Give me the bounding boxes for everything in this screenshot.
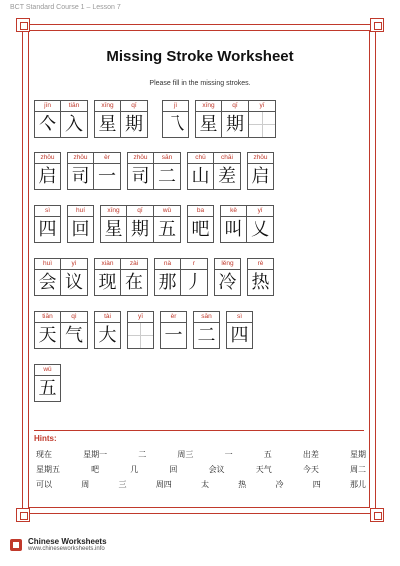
pinyin-label: yì [61, 258, 88, 269]
hint-word: 今天 [302, 465, 319, 474]
pinyin-label: qī [127, 205, 154, 216]
word-item [34, 152, 61, 190]
hint-row [36, 464, 366, 479]
character-box[interactable]: 热 [247, 269, 274, 296]
pinyin-label: qī [222, 100, 249, 111]
word-item [34, 364, 61, 402]
character-box[interactable]: 丿 [181, 269, 208, 296]
word-item [214, 258, 241, 296]
character-box[interactable]: 二 [193, 322, 220, 349]
character-box[interactable]: 山 [187, 163, 214, 190]
footer-brand: Chinese Worksheets [28, 537, 107, 546]
character-box[interactable]: 差 [214, 163, 241, 190]
character-box[interactable]: 五 [34, 375, 61, 402]
pinyin-label: yī [127, 311, 154, 322]
word-item [226, 311, 253, 349]
word-item [247, 152, 274, 190]
character-box[interactable]: 那 [154, 269, 181, 296]
character-box[interactable]: 气 [61, 322, 88, 349]
pinyin-label: yī [249, 100, 276, 111]
corner-ornament-bottom-left [16, 508, 30, 522]
word-item [162, 100, 189, 138]
hints-divider [34, 430, 364, 431]
word-item [247, 258, 274, 296]
pinyin-label: lěng [214, 258, 241, 269]
pinyin-label: zhōu [67, 152, 94, 163]
hint-word: 热 [238, 480, 247, 489]
worksheet-row [34, 205, 280, 243]
character-box[interactable]: 乂 [247, 216, 274, 243]
character-box[interactable]: 二 [154, 163, 181, 190]
logo-icon [10, 539, 22, 551]
hint-word: 周三 [177, 450, 194, 459]
word-item [127, 311, 154, 349]
pinyin-label: zhōu [247, 152, 274, 163]
worksheet-row [34, 258, 280, 296]
word-item [160, 311, 187, 349]
character-box[interactable]: 天 [34, 322, 61, 349]
word-item [34, 205, 61, 243]
corner-ornament-top-right [370, 18, 384, 32]
character-box[interactable]: 冷 [214, 269, 241, 296]
character-box[interactable]: 叫 [220, 216, 247, 243]
pinyin-label: xīng [100, 205, 127, 216]
worksheet-row [34, 364, 67, 402]
pinyin-label: sān [193, 311, 220, 322]
footer-site: www.chineseworksheets.info [28, 546, 105, 552]
hints-list [36, 449, 366, 494]
word-item [94, 100, 148, 138]
character-box[interactable]: 星 [94, 111, 121, 138]
word-item [34, 311, 88, 349]
pinyin-label: èr [160, 311, 187, 322]
hint-word: 可以 [36, 480, 52, 489]
hint-word: 周四 [155, 480, 172, 489]
character-box[interactable]: 期 [222, 111, 249, 138]
pinyin-label: nà [154, 258, 181, 269]
word-item [67, 152, 121, 190]
pinyin-label: wǔ [34, 364, 61, 375]
word-item [187, 205, 214, 243]
pinyin-label: huì [34, 258, 61, 269]
hint-word: 五 [263, 450, 272, 459]
pinyin-label: chāi [214, 152, 241, 163]
hint-word: 星期五 [36, 465, 60, 474]
character-box[interactable]: 会 [34, 269, 61, 296]
character-box[interactable]: 四 [226, 322, 253, 349]
character-box[interactable]: 一 [160, 322, 187, 349]
worksheet-row [34, 311, 259, 349]
character-box[interactable]: 乁 [162, 111, 189, 138]
character-box[interactable]: 大 [94, 322, 121, 349]
word-item [187, 152, 241, 190]
hint-word: 星期一 [83, 450, 108, 459]
word-item [193, 311, 220, 349]
corner-ornament-bottom-right [370, 508, 384, 522]
instructions: Please fill in the missing strokes. [149, 80, 251, 87]
hint-word: 会议 [208, 465, 225, 474]
character-box[interactable]: 星 [100, 216, 127, 243]
hint-word: 周 [81, 480, 90, 489]
character-box[interactable]: 启 [34, 163, 61, 190]
hint-word: 二 [138, 450, 147, 459]
corner-ornament-top-left [16, 18, 30, 32]
character-box[interactable]: 司 [127, 163, 154, 190]
hint-word: 那儿 [350, 480, 366, 489]
pinyin-label: tài [94, 311, 121, 322]
pinyin-label: èr [94, 152, 121, 163]
word-item [67, 205, 94, 243]
hint-word: 一 [224, 450, 233, 459]
pinyin-label: xīng [94, 100, 121, 111]
pinyin-label: zhōu [127, 152, 154, 163]
pinyin-label: zhōu [34, 152, 61, 163]
word-item [34, 100, 88, 138]
pinyin-label: tiān [34, 311, 61, 322]
character-box[interactable]: 亽 [34, 111, 61, 138]
pinyin-label: tiān [61, 100, 88, 111]
hint-word: 出差 [302, 450, 319, 459]
word-item [94, 311, 121, 349]
hint-word: 星期 [349, 450, 366, 459]
pinyin-label: jīn [34, 100, 61, 111]
pinyin-label: jǐ [162, 100, 189, 111]
character-box[interactable]: 司 [67, 163, 94, 190]
character-box[interactable]: 在 [121, 269, 148, 296]
hint-word: 冷 [275, 480, 284, 489]
header-text: BCT Standard Course 1 – Lesson 7 [10, 4, 121, 11]
character-box[interactable]: 期 [121, 111, 148, 138]
character-box[interactable]: 入 [61, 111, 88, 138]
hint-word: 天气 [255, 465, 272, 474]
pinyin-label: qī [121, 100, 148, 111]
word-item [34, 258, 88, 296]
hint-word: 周二 [349, 465, 366, 474]
page-title: Missing Stroke Worksheet [106, 48, 294, 65]
worksheet-row [34, 100, 282, 138]
pinyin-label: sān [154, 152, 181, 163]
character-box[interactable] [127, 322, 154, 349]
character-box[interactable]: 吧 [187, 216, 214, 243]
hint-row [36, 449, 366, 464]
pinyin-label: sì [34, 205, 61, 216]
word-item [220, 205, 274, 243]
footer [10, 537, 107, 552]
word-item [127, 152, 181, 190]
character-box[interactable]: 回 [67, 216, 94, 243]
character-box[interactable]: 星 [195, 111, 222, 138]
word-item [94, 258, 148, 296]
character-box[interactable]: 五 [154, 216, 181, 243]
worksheet-row [34, 152, 280, 190]
pinyin-label: huí [67, 205, 94, 216]
hints-title: Hints: [34, 434, 57, 443]
character-box[interactable] [249, 111, 276, 138]
hint-word: 三 [118, 480, 127, 489]
pinyin-label: wǔ [154, 205, 181, 216]
pinyin-label: yǐ [247, 205, 274, 216]
pinyin-label: xīng [195, 100, 222, 111]
hint-word: 现在 [36, 450, 52, 459]
hint-word: 回 [169, 465, 178, 474]
pinyin-label: r [181, 258, 208, 269]
hint-word: 四 [312, 480, 321, 489]
pinyin-label: qì [61, 311, 88, 322]
word-item [154, 258, 208, 296]
pinyin-label: sì [226, 311, 253, 322]
character-box[interactable]: 现 [94, 269, 121, 296]
pinyin-label: xiàn [94, 258, 121, 269]
pinyin-label: ba [187, 205, 214, 216]
pinyin-label: kě [220, 205, 247, 216]
character-box[interactable]: 期 [127, 216, 154, 243]
character-box[interactable]: 议 [61, 269, 88, 296]
character-box[interactable]: 启 [247, 163, 274, 190]
pinyin-label: chū [187, 152, 214, 163]
hint-word: 几 [130, 465, 139, 474]
hint-row [36, 479, 366, 494]
pinyin-label: zài [121, 258, 148, 269]
pinyin-label: rè [247, 258, 274, 269]
word-item [100, 205, 181, 243]
word-item [195, 100, 276, 138]
character-box[interactable]: 一 [94, 163, 121, 190]
hint-word: 吧 [91, 465, 100, 474]
character-box[interactable]: 四 [34, 216, 61, 243]
hint-word: 太 [201, 480, 209, 489]
